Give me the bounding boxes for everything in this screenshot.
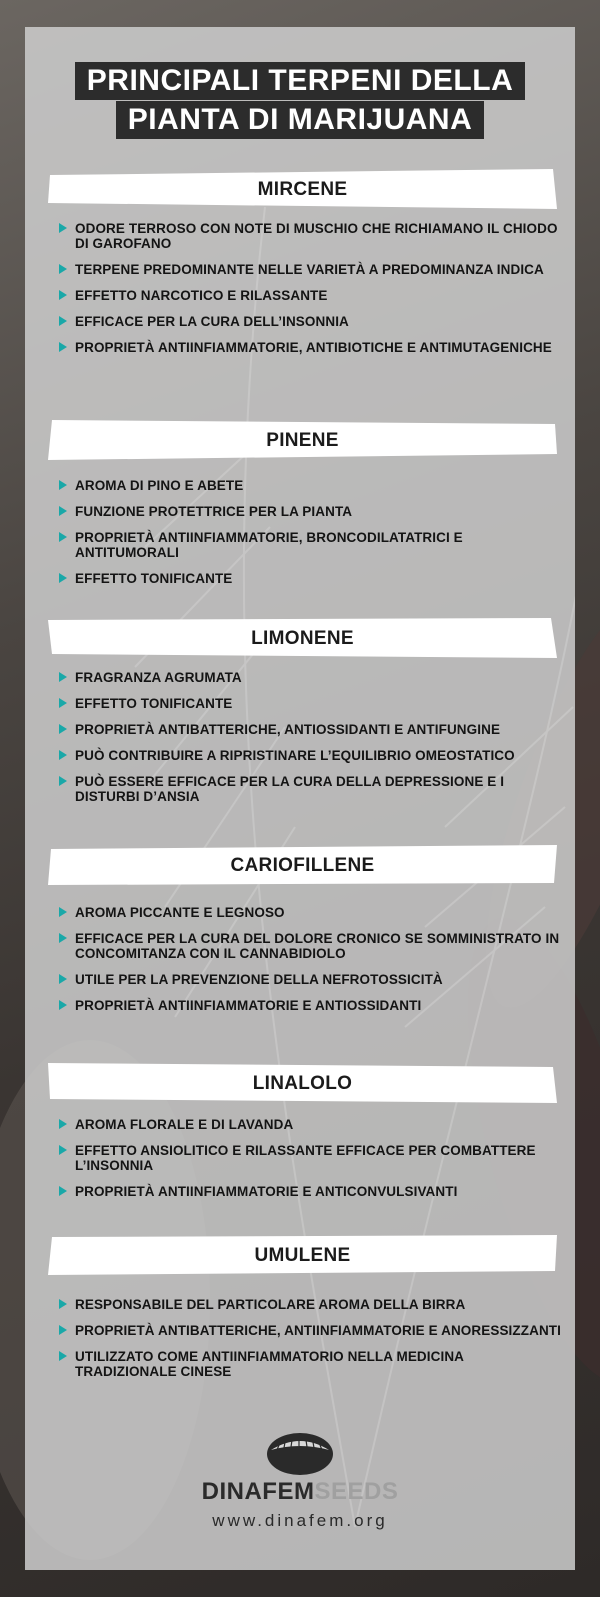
list-item: AROMA DI PINO E ABETE: [59, 478, 565, 493]
triangle-bullet-icon: [59, 907, 67, 917]
list-item: AROMA PICCANTE E LEGNOSO: [59, 905, 565, 920]
list-item: EFFICACE PER LA CURA DELL’INSONNIA: [59, 314, 565, 329]
section-title: UMULENE: [254, 1245, 351, 1266]
list-item: EFFETTO NARCOTICO E RILASSANTE: [59, 288, 565, 303]
list-item: PROPRIETÀ ANTIINFIAMMATORIE, BRONCODILATATRICI E ANTITUMORALI: [59, 530, 565, 560]
triangle-bullet-icon: [59, 698, 67, 708]
section-header: [48, 618, 557, 658]
page-title: [25, 62, 575, 140]
section-title: LIMONENE: [251, 628, 354, 649]
list-item: FUNZIONE PROTETTRICE PER LA PIANTA: [59, 504, 565, 519]
list-item: TERPENE PREDOMINANTE NELLE VARIETÀ A PREDOMINANZA INDICA: [59, 262, 565, 277]
list-item: EFFETTO TONIFICANTE: [59, 696, 565, 711]
list-item: AROMA FLORALE E DI LAVANDA: [59, 1117, 565, 1132]
dinafem-logo[interactable]: [25, 1430, 575, 1506]
list-item: ODORE TERROSO CON NOTE DI MUSCHIO CHE RICHIAMANO IL CHIODO DI GAROFANO: [59, 221, 565, 251]
section-header: [48, 420, 557, 460]
title-line-2: PIANTA DI MARIJUANA: [116, 101, 485, 139]
triangle-bullet-icon: [59, 1325, 67, 1335]
brand-suffix: SEEDS: [314, 1478, 399, 1505]
triangle-bullet-icon: [59, 316, 67, 326]
triangle-bullet-icon: [59, 724, 67, 734]
bullet-list: [59, 478, 565, 597]
section-title: LINALOLO: [252, 1073, 353, 1094]
list-item: EFFETTO TONIFICANTE: [59, 571, 565, 586]
triangle-bullet-icon: [59, 342, 67, 352]
list-item: PUÒ CONTRIBUIRE A RIPRISTINARE L’EQUILIBRIO OMEOSTATICO: [59, 748, 565, 763]
list-item: PUÒ ESSERE EFFICACE PER LA CURA DELLA DEPRESSIONE E I DISTURBI D’ANSIA: [59, 774, 565, 804]
list-item: EFFETTO ANSIOLITICO E RILASSANTE EFFICACE PER COMBATTERE L’INSONNIA: [59, 1143, 565, 1173]
triangle-bullet-icon: [59, 480, 67, 490]
triangle-bullet-icon: [59, 974, 67, 984]
triangle-bullet-icon: [59, 290, 67, 300]
website-link[interactable]: www.dinafem.org: [212, 1511, 388, 1530]
bullet-list: [59, 1117, 565, 1210]
triangle-bullet-icon: [59, 933, 67, 943]
list-item: PROPRIETÀ ANTIINFIAMMATORIE E ANTICONVULSIVANTI: [59, 1184, 565, 1199]
section-title: CARIOFILLENE: [230, 855, 375, 876]
bullet-list: [59, 905, 565, 1024]
brand-name: DINAFEM: [201, 1478, 315, 1505]
triangle-bullet-icon: [59, 506, 67, 516]
section-title: MIRCENE: [257, 179, 348, 200]
seed-icon: [265, 1430, 335, 1476]
list-item: EFFICACE PER LA CURA DEL DOLORE CRONICO SE SOMMINISTRATO IN CONCOMITANZA CON IL CANNABIDIOLO: [59, 931, 565, 961]
triangle-bullet-icon: [59, 750, 67, 760]
list-item: RESPONSABILE DEL PARTICOLARE AROMA DELLA BIRRA: [59, 1297, 565, 1312]
section-title: PINENE: [266, 430, 339, 451]
triangle-bullet-icon: [59, 1186, 67, 1196]
triangle-bullet-icon: [59, 1299, 67, 1309]
list-item: PROPRIETÀ ANTIINFIAMMATORIE E ANTIOSSIDANTI: [59, 998, 565, 1013]
section-header: [48, 845, 557, 885]
content-panel: [25, 27, 575, 1570]
section-header: [48, 1063, 557, 1103]
list-item: PROPRIETÀ ANTIBATTERICHE, ANTIINFIAMMATORIE E ANORESSIZZANTI: [59, 1323, 565, 1338]
section-header: [48, 1235, 557, 1275]
triangle-bullet-icon: [59, 223, 67, 233]
list-item: UTILIZZATO COME ANTIINFIAMMATORIO NELLA MEDICINA TRADIZIONALE CINESE: [59, 1349, 565, 1379]
section-header: [48, 169, 557, 209]
bullet-list: [59, 670, 565, 815]
title-line-1: PRINCIPALI TERPENI DELLA: [75, 62, 525, 100]
list-item: PROPRIETÀ ANTIBATTERICHE, ANTIOSSIDANTI E ANTIFUNGINE: [59, 722, 565, 737]
triangle-bullet-icon: [59, 264, 67, 274]
list-item: PROPRIETÀ ANTIINFIAMMATORIE, ANTIBIOTICHE E ANTIMUTAGENICHE: [59, 340, 565, 355]
triangle-bullet-icon: [59, 672, 67, 682]
list-item: UTILE PER LA PREVENZIONE DELLA NEFROTOSSICITÀ: [59, 972, 565, 987]
triangle-bullet-icon: [59, 1119, 67, 1129]
triangle-bullet-icon: [59, 776, 67, 786]
list-item: FRAGRANZA AGRUMATA: [59, 670, 565, 685]
triangle-bullet-icon: [59, 1145, 67, 1155]
triangle-bullet-icon: [59, 573, 67, 583]
bullet-list: [59, 1297, 565, 1390]
bullet-list: [59, 221, 565, 366]
triangle-bullet-icon: [59, 1351, 67, 1361]
triangle-bullet-icon: [59, 1000, 67, 1010]
triangle-bullet-icon: [59, 532, 67, 542]
